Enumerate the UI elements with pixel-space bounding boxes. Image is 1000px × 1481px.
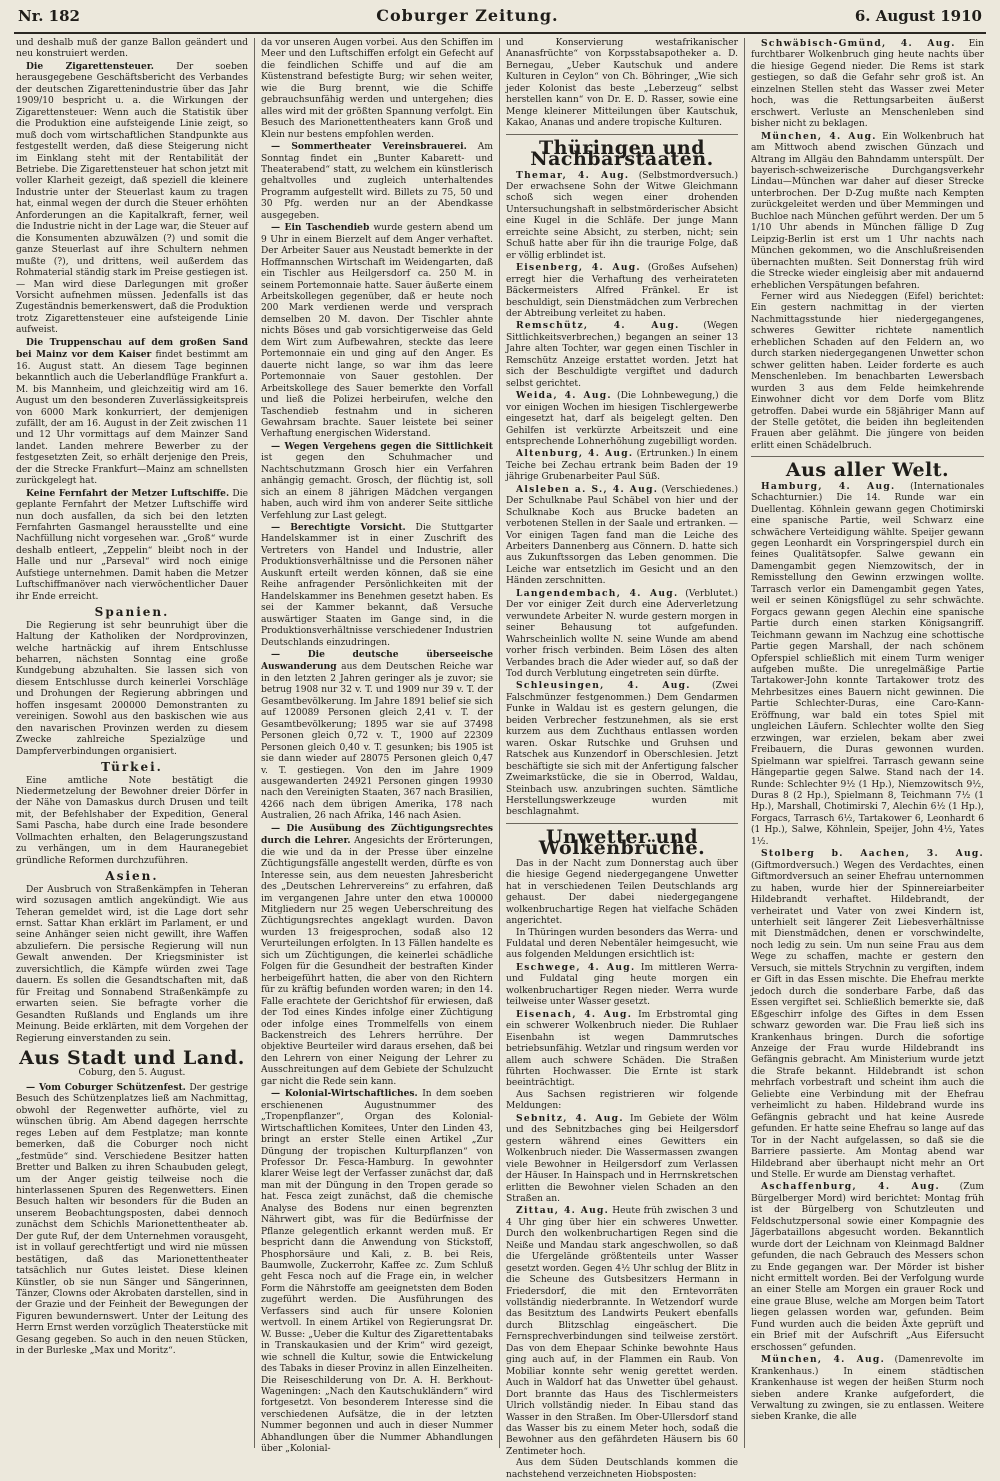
- article-text: Das in der Nacht zum Donnerstag auch über die hiesige Gegend niedergegangene Unwetter hat in verschiedenen Teilen Deutschlands arg gehaust. Der dabei niedergegangene wolkenbruchartige Regen hat vielfache Schäden angerichtet.: [506, 858, 738, 927]
- article-weida: [506, 390, 738, 448]
- page-number: Nr. 182: [18, 7, 80, 25]
- article-text: da vor unseren Augen vorbei. Aus den Schiffen im Meer und den Luftschiffen erfolgt ein Gefecht auf die feindlichen Schiffe und auf die am Küstenstrand befestigte Burg; wir sehen weiter, wie die Burg brennt, wie die Schiffe gebrauchsunfähig werden und untergehen; dies alles wird mit der größten Spannung verfolgt. Ein Besuch des Marionettentheaters kann Groß und Klein nur bestens empfohlen werden.: [261, 38, 493, 140]
- article-dateline: München, 4. Aug.: [761, 1354, 886, 1366]
- article-sommertheater: [261, 141, 493, 222]
- article-text: Eine amtliche Note bestätigt die Niedermetzelung der Bewohner dreier Dörfer in der Nähe von Damaskus durch Drusen und teilt mit, der Befehlshaber der Expedition, General Sami Pascha, habe durch eine Irade besondere Vollmachten erhalten, den Belagerungszustand zu verhängen, um in dem Hauranegebiet gründliche Reformen durchzuführen.: [16, 775, 248, 866]
- article-remschuetz: [506, 320, 738, 390]
- article-text: Heute früh zwischen 3 und 4 Uhr ging über hier ein schweres Unwetter. Durch den wolkenbruchartigen Regen sind die Neiße und Mandau stark angeschwollen, so daß die Ufergelände größtenteils unter Wasser gesetzt worden. Gegen 4½ Uhr schlug der Blitz in die Scheune des Gutsbesitzers Hermann in Friedersdorf, die mit den Erntevorräten vollständig niederbrannte. In Wetzendorf wurde das Besitztum des Landwirts Peukert ebenfalls durch Blitzschlag eingeäschert. Die Fernsprechverbindungen sind teilweise zerstört. Das von dem Ehepaar Schinke bewohnte Haus ging auch auf, in der Flammen ein Raub. Von Mobiliar konnte sehr wenig gerettet werden. Auch in Waldorf hat das Unwetter übel gehaust. Dort brannte das Haus des Tischlermeisters Ulrich vollständig nieder. In Eibau stand das Wasser in den Straßen. Im Ober-Ullersdorf stand das Wasser bis zu einem Meter hoch, sodaß die Bewohner aus den gefährdeten Häusern bis 60 Zentimeter hoch.: [506, 1206, 738, 1457]
- article-headline: Die Truppenschau auf dem großen Sand bei Mainz vor dem Kaiser: [16, 336, 248, 361]
- article-zigarettensteuer: [16, 61, 248, 337]
- article-schuetzenfest: [16, 1082, 248, 1358]
- article-hamburg: [751, 481, 984, 849]
- article-dateline: Schwäbisch-Gmünd, 4. Aug.: [761, 38, 956, 49]
- article-text: In dem soeben erschienenen Augustnummer des „Tropenpflanzer“, Organ des Kolonial-Wirtschaftlichen Komitees, Unter den Linden 43, bringt an erster Stelle einen Artikel „Zur Düngung der tropischen Kulturpflanzen“ von Professor Dr. Fesca-Hamburg. In gewohnter klarer Weise legt der Verfasser zunächst dar, daß man mit der Düngung in den Tropen gerade so hat. Fesca zeigt zunächst, daß die chemische Analyse des Bodens nur einen begrenzten Nährwert gibt, was für die Bedürfnisse der Pflanze gelegentlich erkannt werden muß. Er bespricht dann die Anwendung von Stickstoff, Phosphorsäure und Kali, z. B. bei Reis, Baumwolle, Zuckerrohr, Kaffee zc. Zum Schluß geht Fesca noch auf die Frage ein, in welcher Form die Nährstoffe am geeignetsten dem Boden zugeführt werden. Die Ausführungen des Verfassers sind auch für unsere Kolonien wertvoll. In einem Artikel von Regierungsrat Dr. W. Busse: „Ueber die Kultur des Zigarettentabaks in Transkaukasien und der Krim“ wird gezeigt, wie schnell die Kultur, sowie die Entwickelung des Tabaks in dieser Provinz in allen Einzelheiten. Die Reiseschilderung von Dr. A. H. Berkhout-Wageningen: „Nach den Kautschukländern“ wird fortgesetzt. Von besonderem Interesse sind die verschiedenen Aufsätze, die in der letzten Nummer begonnen und auch in dieser Nummer Abhandlungen über die Nummer Abhandlungen über „Kolonial-: [261, 1089, 493, 1455]
- article-headline: — Wegen Vergehens gegen die Sittlichkeit: [271, 440, 493, 452]
- article-zuechtigungsrecht: [261, 823, 493, 1088]
- article-text: (Zwei Falschmünzer festgenommen.) Dem Gendarmen Funke in Waldau ist es gestern gelungen, die beiden Verbrecher festzunehmen, als sie erst kurzem aus dem Zuchthaus entlassen worden waren. Oskar Rutschke und Gruhsen und Ratschek aus Kunzendorf in Oberschlesien. Jetzt beschäftigte sie sich mit der Anfertigung falscher Zweimarkstücke, die sie in Oberrod, Waldau, Steinbach usw. anzubringen suchten. Sämtliche Herstellungswerkzeuge wurden mit beschlagnahmt.: [506, 681, 738, 818]
- article-dateline: Themar, 4. Aug.: [516, 169, 630, 181]
- article-text: Ferner wird aus Niedeggen (Eifel) berichtet: Ein gestern nachmittag in der vierten Nachmittagsstunde hier niedergegangenes, schweres Gewitter richtete namentlich erheblichen Schaden auf den Feldern an, wo durch starken niedergegangenen Unwetter schon schwer gelitten haben. Leider forderte es auch Menschenleben. Im benachbarten Lewersbach wurden 3 aus dem Felde heimkehrende Einwohner dicht vor dem Dorfe vom Blitz getroffen. Dabei wurde ein 58jähriger Mann auf der Stelle getötet, die beiden ihn begleitenden Frauen aber gelähmt. Die jüngere von beiden erlitt einen Schädelbruch.: [751, 291, 984, 451]
- column-3: [500, 38, 745, 1480]
- article-text: Aus dem Süden Deutschlands kommen die nachstehend verzeichneten Hiobsposten:: [506, 1458, 738, 1480]
- article-text: Am Sonntag findet ein „Bunter Kabarett- und Theaterabend“ statt, zu welchem ein künstlerisch gehaltvolles und zugleich unterhaltendes Programm aufgestellt wird. Billets zu 75, 50 und 30 Pfg. werden nur an der Abendkasse ausgegeben.: [261, 142, 493, 221]
- article-sittlichkeit: [261, 441, 493, 522]
- article-text: aus dem Deutschen Reiche war in den letzten 2 Jahren geringer als je zuvor; sie betrug 1908 nur 32 v. T. und 1909 nur 39 v. T. der Gesamtbevölkerung. Im Jahre 1891 belief sie sich auf 120089 Personen gleich 2,41 v. T. der Gesamtbevölkerung; 1895 war sie auf 37498 Personen gleich 0,72 v. T., 1900 auf 22309 Personen gleich 0,40 v. T. gesunken; bis 1905 ist sie dann wieder auf 28075 Personen gleich 0,47 v. T. gestiegen. Von den im Jahre 1909 ausgewanderten 24921 Personen gingen 19930 nach den Vereinigten Staaten, 367 nach Brasilien, 4266 nach dem übrigen Amerika, 178 nach Australien, 26 nach Afrika, 146 nach Asien.: [261, 662, 493, 822]
- section-spanien: Spanien.: [94, 605, 170, 620]
- article-text: und Konservierung westafrikanischer Ananasfrüchte“ von Korpsstabsapotheker a. D. Bernegau, „Ueber Kautschuk und andere Kulturen in Ceylon“ von Ch. Böhringer, „Wie sich jeder Kolonist das beste „Leberzeug“ selbst herstellen kann“ von Dr. E. D. Rasser, sowie eine Menge kleinerer Mitteilungen über Kautschuk, Kakao, Ananas und andere tropische Kulturen.: [506, 38, 738, 129]
- article-headline: — Kolonial-Wirtschaftliches.: [271, 1088, 418, 1100]
- article-dateline: Aschaffenburg, 4. Aug.: [761, 1181, 940, 1193]
- column-4: [745, 38, 990, 1448]
- article-dateline: Altenburg, 4. Aug.: [516, 448, 634, 460]
- article-dateline: Zittau, 4. Aug.: [516, 1205, 610, 1217]
- article-sebnitz: [506, 1113, 738, 1206]
- article-text: Der Ausbruch von Straßenkämpfen in Teheran wird sozusagen amtlich angekündigt. Wie aus Teheran gemeldet wird, ist die Lage dort sehr ernst. Sattar Khan erklärt im Parlament, er und seine Anhänger seien nicht gewillt, ihre Waffen abzuliefern. Die persische Regierung will nun Gewalt anwenden. Der Kriegsminister ist zuversichtlich, die Kämpfe würden zwei Tage dauern. Es sollen die Gesandtschaften mit, daß für Freitag und Sonnabend Straßenkämpfe zu erwarten seien. Sie befragte vorher die Gesandten Rußlands und Englands um ihre Meinung. Beide erklärten, mit dem Vorgehen der Regierung einverstanden zu sein.: [16, 884, 248, 1044]
- newspaper-title: Coburger Zeitung.: [376, 6, 559, 25]
- article-schwaebisch-gmuend: [751, 38, 984, 131]
- article-schleusingen: [506, 680, 738, 818]
- article-dateline: München, 4. Aug.: [761, 130, 877, 142]
- issue-date: 6. August 1910: [854, 7, 982, 25]
- article-text: (Die Lohnbewegung,) die vor einigen Wochen im hiesigen Tischlergewerbe eingesetzt hat, darf als beigelegt gelten. Den Gehilfen ist verkürzte Arbeitszeit und eine entsprechende Lohnerhöhung zugebilligt worden.: [506, 391, 738, 447]
- article-dateline: Eisenberg, 4. Aug.: [516, 262, 641, 274]
- article-zittau: [506, 1205, 738, 1458]
- article-text: (Damenrevolte im Krankenhaus.) In einem städtischen Krankenhause ist wegen der heißen Sturm noch sieben andere Kranke aufgefordert, die Verwaltung zu zwingen, sie zu entlassen. Weitere sieben Kranke, die alle: [751, 1355, 984, 1423]
- article-themar: [506, 170, 738, 263]
- section-aus-aller-welt: Aus aller Welt.: [785, 459, 950, 482]
- article-aschaffenburg: [751, 1181, 984, 1354]
- section-aus-stadt-und-land: Aus Stadt und Land.: [19, 1046, 245, 1069]
- article-eisenach: [506, 1009, 738, 1090]
- section-unwetter: Unwetter und Wolkenbrüche.: [538, 825, 706, 860]
- article-dateline: Eschwege, 4. Aug.: [516, 961, 636, 973]
- columns: [10, 38, 990, 1480]
- section-tuerkei: Türkei.: [101, 760, 163, 775]
- article-text: Die Regierung ist sehr beunruhigt über die Haltung der Katholiken der Nordprovinzen, welche hartnäckig auf ihrem Entschlusse beharren, nächsten Sonntag eine große Kundgebung abzuhalten. Sie lassen sich von diesem Entschlusse durch keinerlei Vorschläge und Drohungen der Regierung abbringen und hoffen insgesamt 200000 Demonstranten zu vereinigen. Sowohl aus den baskischen wie aus den navarischen Provinzen werden zu diesem Zwecke zahlreiche Spezialzüge und Dampferverbindungen organisiert.: [16, 620, 248, 757]
- article-text: Die geplante Fernfahrt der Metzer Luftschiffe wird nun doch ausfallen, da sich bei den letzten Fernfahrten Gasmangel herausstellte und eine Nachfüllung nicht vorgesehen war. „Groß“ wurde deshalb entleert, „Zeppelin“ bleibt noch in der Halle und nur „Parseval“ wird noch einige Aufstiege unternehmen. Damit haben die Metzer Luftschiffmanöver nach vierwöchentlicher Dauer ihr Ende erreicht.: [16, 488, 248, 602]
- article-text: Ein furchtbarer Wolkenbruch ging heute nachts über die hiesige Gegend nieder. Die Rems ist stark gestiegen, so daß die Gefahr sehr groß ist. An einzelnen Stellen steht das Wasser zwei Meter hoch, was die Rettungsarbeiten äußerst erschwert. Verluste an Menschenleben sind bisher nicht zu beklagen.: [751, 39, 984, 130]
- article-text: und deshalb muß der ganze Ballon geändert und neu konstruiert werden.: [16, 38, 248, 60]
- article-altenburg: [506, 448, 738, 483]
- dateline: Coburg, den 5. August.: [78, 1068, 186, 1079]
- section-thueringen: Thüringen und Nachbarstaaten.: [530, 136, 714, 171]
- article-headline: — Berechtigte Vorsicht.: [271, 522, 406, 534]
- article-text: Der gestrige Besuch des Schützenplatzes ließ am Nachmittag, obwohl der Regenwetter aufhörte, viel zu wünschen übrig. Am Abend dagegen herrschte reges Leben auf dem Festplatze; man konnte bemerken, daß die Coburger noch nicht „festmüde“ sind. Verschiedene Besitzer hatten Bretter und Balken zu ihren Schaubuden gelegt, um der Anger geistig teilweise noch die hinterlassenen Spuren des Regenwetters. Einen Besuch halten wir besonders für die Buden an unserem Beobachtungsposten, dabei dennoch zunächst dem Schichls Marionettentheater ab. Der gute Ruf, der dem Unternehmen vorausgeht, ist in vollauf gerechtfertigt und wird nie müssen bestätigen, daß das Marionettentheater tatsächlich nur Gutes leistet. Diese kleinen Künstler, ob sie nun Sänger und Sängerinnen, Tänzer, Clowns oder Akrobaten darstellen, sind in der Grazie und der Feinheit der Bewegungen der Figuren bewundernswert. Unter der Leitung des Herrn Ernst werden vorzüglich Theaterstücke mit Gesang gegeben. So auch in den neuen Stücken, in der Burleske „Max und Moritz“.: [16, 1082, 248, 1357]
- article-muenchen-krankenhaus: [751, 1354, 984, 1424]
- article-text: Im Gebiete der Wölm und des Sebnitzbaches ging bei Heilgersdorf gestern während eines Gewitters ein Wolkenbruch nieder. Die Wassermassen zwangen viele Bewohner in Heilgersdorf zum Verlassen der Häuser. In Hainspach und in Herrnskretschen erlitten die Bewohner vielen Schaden an den Straßen an.: [506, 1113, 738, 1204]
- article-text: (Selbstmordversuch.) Der erwachsene Sohn der Witwe Gleichmann schoß sich wegen einer drohenden Untersuchungshaft in selbstmörderischer Absicht eine Kugel in die Schläfe. Der junge Mann erreichte seine Absicht, zu sterben, nicht; sein Schuß hatte aber für ihn die traurige Folge, daß er völlig erblindet ist.: [506, 170, 738, 261]
- article-text: (Verblutet.) Der vor einiger Zeit durch eine Aderverletzung verwundete Arbeiter N. wurde gestern morgen in seiner Behausung tot aufgefunden. Wahrscheinlich wollte N. seine Wunde am abend vorher frisch verbinden. Beim Lösen des alten Verbandes brach die Ader wieder auf, so daß der Tod durch Verblutung eingetreten sein dürfte.: [506, 588, 738, 680]
- article-stolberg: [751, 848, 984, 1181]
- article-text: wurde gestern abend um 9 Uhr in einem Bierzelt auf dem Anger verhaftet. Der Arbeiter Sauer aus Neustadt bemerkte in der Hoffmannschen Wirtschaft im Weidengarten, daß ein Tischler aus Heilgersdorf ca. 250 M. in seinem Portemonnaie hatte. Sauer äußerte einem Arbeitskollegen gegenüber, daß er heute noch 200 Mark verdienen werde und versprach demselben 20 M. davon. Der Tischler ahnte nichts Böses und gab vorsichtigerweise das Geld dem Wirt zum Aufbewahren, steckte das leere Portemonnaie ein und ging auf den Anger. Es dauerte nicht lange, so war ihm das leere Portemonnaie von Sauer gestohlen. Der Arbeitskollege des Sauer bemerkte den Vorfall und ließ die Polizei herbeirufen, welche den Taschendieb festnahm und in sicheren Gewahrsam brachte. Sauer leistete bei seiner Verhaftung energischen Widerstand.: [261, 223, 493, 440]
- article-eisenberg: [506, 262, 738, 320]
- article-alsleben: [506, 484, 738, 588]
- article-text: (Zum Bürgelberger Mord) wird berichtet: Montag früh ist der Bürgelberg von Schutzleuten und Feldschutzpersonal sowie einer Kompagnie des Jägerbataillons abgesucht worden. Bekanntlich wurde dort der Leichnam von Kleinmagd Baldner gefunden, die nach Gebrauch des Messers schon zu Ende gegangen war. Der Mörder ist bisher nicht ermittelt worden. Bei der Verfolgung wurde an einer Stelle am Morgen ein grauer Rock und eine graue Bluse, welche am Morgen beim Tatort liegen gelassen worden war, gefunden. Beim Fund wurden auch die beiden Äxte geprüft und ein Brief mit der Aufschrift „Aus Eifersucht erschossen“ gefunden.: [751, 1182, 984, 1353]
- column-1: [10, 38, 255, 1448]
- article-headline: — Vom Coburger Schützenfest.: [26, 1081, 186, 1093]
- article-eschwege: [506, 962, 738, 1009]
- article-dateline: Weida, 4. Aug.: [516, 390, 612, 402]
- article-text: (Internationales Schachturnier.) Die 14. Runde war ein Duellentag. Köhnlein gewann gegen Chotimirski eine spanische Partie, weil Schwarz eine schwächere Verteidigung wählte. Speijer gewann gegen Leonhardt ein Vorspringerspiel durch ein feines Qualitätsopfer. Salwe gewann ein Damengambit gegen Niemzowitsch, der in Remisstellung den Gewinn erzwingen wollte. Tarrasch verlor ein Damengambit gegen Yates, weil er seinen Königsflügel zu sehr schwächte. Forgacs gewann gegen Alechin eine spanische Partie durch einen starken Königsangriff. Teichmann gewann im Nachzug eine schottische Partie gegen Marshall, der nach schönem Opferspiel schließlich mit einem Turm weniger aufgeben mußte. Die unregelmäßige Partie Tartakower-John konnte Tartakower trotz des Mehrbesitzes eines Bauern nicht gewinnen. Die Partie Schlechter-Duras, eine Caro-Kann-Eröffnung, war bald ein totes Spiel mit ungleichen Läufern. Schlechter wollte den Sieg erzwingen, war erzielen, bekam aber zwei Freibauern, die Duras gewonnen wurden. Spielmann war spielfrei. Tarrasch gewann seine Hängepartie gegen Salwe. Stand nach der 14. Runde: Schlechter 9½ (1 Hp.), Niemzowitsch 9½, Duras 8 (2 Hp.), Spielmann 8, Teichmann 7½ (1 Hp.), Marshall, Chotimirski 7, Alechin 6½ (1 Hp.), Forgacs, Tarrasch 6½, Tartakower 6, Leonhardt 6 (1 Hp.), Salwe, Köhnlein, Speijer, John 4½, Yates 1½.: [751, 481, 984, 847]
- article-text: (Giftmordversuch.) Wegen des Verdachtes, einen Giftmordversuch an seiner Ehefrau unternommen zu haben, wurde hier der Spinnereiarbeiter Hildebrandt verhaftet. Hildebrandt, der verheiratet und Vater von zwei Kindern ist, unterhielt seit längerer Zeit Liebesverhältnisse mit Dienstmädchen, denen er vorschwindelte, noch ledig zu sein. Um nun seine Frau aus dem Wege zu schaffen, machte er gestern den Versuch, sie mittels Strychnin zu vergiften, indem er Gift in das Essen mischte. Die Ehefrau merkte jedoch durch die sonderbare Farbe, daß das Essen vergiftet sei. Schließlich bemerkte sie, daß Eßgeschirr infolge des Giftes in dem Essen schwarz geworden war. Die Frau ließ sich ins Krankenhaus bringen. Durch die sofortige Anzeige der Frau wurde Hildebrandt ins Gefängnis gebracht. Am Ministerium wurde jetzt die Strafe bekannt. Hildebrandt ist schon mehrfach vorbestraft und scheint ihm auch die Geliebte eine Verbindung mit der Ehefrau verheimlicht zu haben. Hildebrand wurde ins Gefängnis gebracht und hat keine Ausrede gefunden. Er hatte seine Ehefrau so lange auf das Tor in der Nacht aufgelassen, so daß sie die Barriere passierte. Am Montag abend war Hildebrand aber überhaupt nicht mehr an Ort und Stelle. Er wurde am Dienstag verhaftet.: [751, 860, 984, 1180]
- column-2: [255, 38, 500, 1455]
- article-dateline: Remschütz, 4. Aug.: [516, 320, 680, 332]
- article-headline: — Die deutsche überseeische Auswanderung: [261, 649, 493, 673]
- section-rule: [751, 456, 984, 457]
- article-headline: Keine Fernfahrt der Metzer Luftschiffe.: [26, 487, 230, 499]
- section-asien: Asien.: [105, 869, 159, 884]
- article-dateline: Eisenach, 4. Aug.: [516, 1008, 633, 1020]
- article-text: Die Stuttgarter Handelskammer ist in einer Zuschrift des Vertreters von Handel und Industrie, aller Produktionsverhältnisse und die Personen näher Auskunft erteilt werden können, daß sie eine Reihe anfragender Persönlichkeiten mit der Handelskammer ins Benehmen gesetzt haben. Es sei der Kammer bekannt, daß Versuche auswärtiger Staaten im Gange sind, in die Produktionsverhältnisse verschiedener Industrien Deutschlands einzudringen.: [261, 523, 493, 648]
- article-headline: — Die Ausübung des Züchtigungsrechtes durch die Lehrer.: [261, 822, 493, 847]
- article-muenchen: [751, 131, 984, 292]
- article-text: findet bestimmt am 16. August statt. An diesem Tage beginnen bekanntlich auch die Ueberlandflüge Frankfurt a. M. bis Mannheim, und gleichzeitig wird am 16. August um den besonderen Zuverlässigkeitspreis von 6000 Mark konkurriert, der demjenigen zufällt, der am 16. August in der Zeit zwischen 11 und 12 Uhr vormittags auf dem Mainzer Sand landet. Landen mehrere Bewerber zu der festgesetzten Zeit, so erhält derjenige den Preis, der die Strecke Frankfurt—Mainz am schnellsten zurückgelegt hat.: [16, 350, 248, 487]
- article-auswanderung: [261, 649, 493, 823]
- article-text: (Großes Aufsehen) erregt hier die Verhaftung des verheirateten Bäckermeisters Alfred Fränkel. Er ist beschuldigt, sein Dienstmädchen zum Verbrechen der Abtreibung verleitet zu haben.: [506, 263, 738, 319]
- article-text: Angesichts der Erörterungen, die wie und da in der Presse über einzelne Züchtigungsfälle angestellt werden, dürfte es von Interesse sein, aus dem neuesten Jahresbericht des „Deutschen Lehrervereins“ zu erfahren, daß im vergangenen Jahre unter den etwa 100000 Mitgliedern nur 25 wegen Ueberschreitung des Züchtigungsrechtes angeklagt wurden. Davon wurden 13 freigesprochen, sodaß also 12 Verurteilungen erfolgten. In 13 Fällen handelte es sich um Züchtigungen, die keinerlei schädliche Folgen für die Gesundheit der bestraften Kinder herbeigeführt hatten, die aber von den Richtern für zu kräftig befunden worden waren; in den 14. Falle erachtete der Gerichtshof für erwiesen, daß der Tod eines Kindes infolge einer Züchtigung oder infolge eines Trommelfells von einem Backenstreich des Lehrers herrühre. Der objektive Beurteiler wird daraus ersehen, daß bei den Lehrern von einer Neigung der Lehrer zu Ausschreitungen auf dem Gebiete der Schulzucht gar nicht die Rede sein kann.: [261, 836, 493, 1087]
- article-text: Im mittleren Werra- und Fuldatal ging heute morgen ein wolkenbruchartiger Regen nieder. Werra wurde teilweise unter Wasser gesetzt.: [506, 962, 738, 1008]
- section-rule: [506, 134, 738, 135]
- article-text: Ein Wolkenbruch hat am Mittwoch abend zwischen Günzach und Altrang im Allgäu den Bahndamm unterspült. Der bayerisch-schweizerische Durchgangsverkehr Lindau—München war daher auf dieser Strecke unterbrochen. Der D-Zug mußte nach Kempten zurückgeleitet werden und über Memmingen und Buchloe nach München geführt werden. Der um 5 1/10 Uhr abends in München fällige D Zug Leipzig-Berlin ist erst um 1 Uhr nachts nach München gekommen, wo die Anschlußreisenden übernachten mußten. Seit Donnerstag früh wird die Strecke wieder eingleisig aber mit andauernd erheblichen Verspätungen befahren.: [751, 131, 984, 291]
- article-text: ist gegen den Schuhmacher und Nachtschutzmann Grosch hier ein Verfahren anhängig gemacht. Grosch, der flüchtig ist, soll sich an einem 8 jährigen Mädchen vergangen haben, auch wird ihm von anderer Seite sittliche Verfehlung zur Last gelegt.: [261, 453, 493, 521]
- article-taschendieb: [261, 222, 493, 441]
- article-text: (Ertrunken.) In einem Teiche bei Zechau ertrank beim Baden der 19 jährige Grubenarbeiter Paul Süß.: [506, 449, 738, 483]
- section-rule: [506, 823, 738, 824]
- article-langendembach: [506, 588, 738, 681]
- article-text: (Wegen Sittlichkeitsverbrechen,) begangen an seiner 13 Jahre alten Tochter, war gegen einen Tischler in Remschütz Anzeige erstattet worden. Jetzt hat sich der Beschuldigte vergiftet und dadurch selbst gerichtet.: [506, 321, 738, 389]
- article-dateline: Sebnitz, 4. Aug.: [516, 1112, 624, 1124]
- article-text: Aus Sachsen registrieren wir folgende Meldungen:: [506, 1089, 738, 1112]
- masthead-rule: [14, 32, 986, 34]
- article-kolonial: [261, 1088, 493, 1456]
- article-vorsicht: [261, 522, 493, 649]
- article-headline: — Ein Taschendieb: [271, 222, 370, 234]
- article-dateline: Langendembach, 4. Aug.: [516, 587, 679, 599]
- article-dateline: Alsleben a. S., 4. Aug.: [516, 483, 659, 495]
- article-truppenschau: [16, 337, 248, 488]
- article-text: Der soeben herausgegebene Geschäftsbericht des Verbandes der deutschen Zigarettenindustrie über das Jahr 1909/10 bespricht u. a. die Wirkungen der Zigarettensteuer: Wenn auch die Statistik über die Produktion eine aufsteigende Linie zeigt, so muß doch vom wirtschaftlichen Standpunkte aus festgestellt werden, daß diese Steigerung nicht im Einklang steht mit der Rentabilität der Betriebe. Die Zigarettensteuer hat schon jetzt mit voller Klarheit gezeigt, daß speziell die kleinere Industrie unter der Steuerlast kaum zu tragen hat, einmal wegen der durch die Steuer erhöhten Anforderungen an die Kapitalkraft, ferner, weil die Industrie nicht in der Lage war, die Steuer auf die Konsumenten abzuwälzen (?) und somit die ganze Steuerlast auf ihre Schultern nehmen mußte (?), und drittens, weil außerdem das Rohmaterial ständig stark im Preise gestiegen ist. — Man wird diese Darlegungen mit großer Vorsicht aufnehmen müssen. Jedenfalls ist das Zugeständnis bemerkenswert, daß die Produktion trotz Zigarettensteuer eine aufsteigende Linie aufweist.: [16, 61, 248, 336]
- article-dateline: Stolberg b. Aachen, 3. Aug.: [761, 848, 984, 860]
- article-headline: — Sommertheater Vereinsbrauerei.: [271, 141, 467, 153]
- masthead: [10, 6, 990, 32]
- article-text: Im Erbstromtal ging ein schwerer Wolkenbruch nieder. Die Ruhlaer Eisenbahn ist wegen Dammrutsches betriebsunfähig. Wetzlar und ringsum werden vor allem auch schwere Schäden. Die Straßen führten Hochwasser. Die Ernte ist stark beeinträchtigt.: [506, 1009, 738, 1089]
- article-metzer-luftschiffe: [16, 488, 248, 604]
- article-text: (Verschiedenes.) Der Schulknabe Paul Schäbel von hier und der Schulknabe Koch aus Brucke badeten an verbotenen Stellen in der Saale und ertranken. — Vor einigen Tagen fand man die Leiche des Arbeiters Dannenberg aus Cönnern. D. hatte sich aus Zukunftssorgen das Leben genommen. Die Leiche war entsetzlich im Gesicht und an den Händen zerschnitten.: [506, 484, 738, 587]
- article-text: In Thüringen wurden besonders das Werra- und Fuldatal und deren Nebentäler heimgesucht, wie aus folgenden Meldungen ersichtlich ist:: [506, 927, 738, 961]
- article-dateline: Schleusingen, 4. Aug.: [516, 680, 691, 692]
- article-dateline: Hamburg, 4. Aug.: [761, 480, 896, 492]
- article-headline: Die Zigarettensteuer.: [26, 60, 154, 72]
